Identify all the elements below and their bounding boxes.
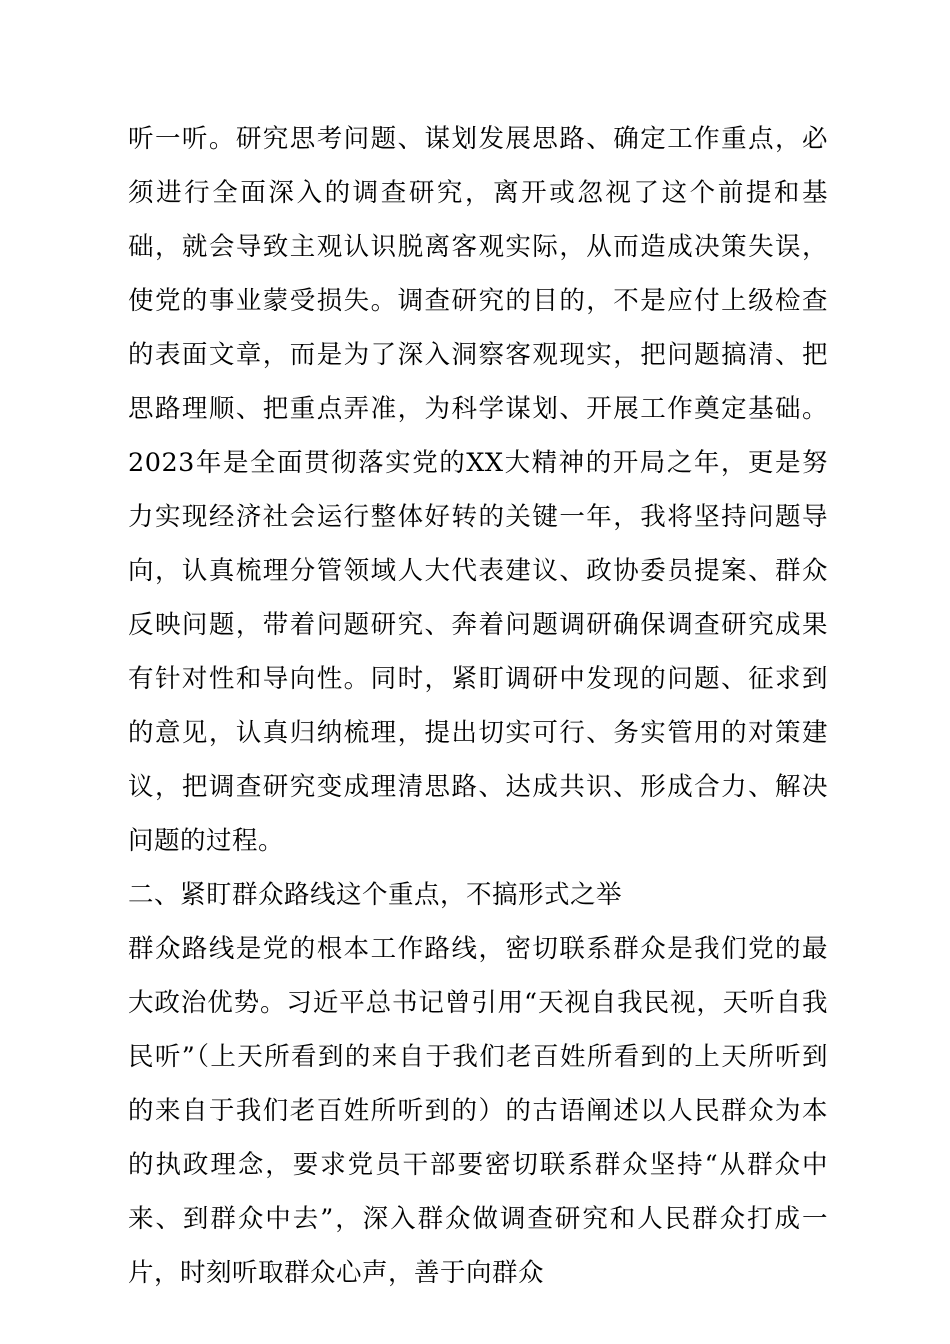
document-body bbox=[128, 112, 828, 1300]
paragraph-2: 群众路线是党的根本工作路线，密切联系群众是我们党的最大政治优势。习近平总书记曾引用“天视自我民视，天听自我民听”（上天所看到的来自于我们老百姓所看到的上天所听到的来自于我们老百姓所听到的）的古语阐述以人民群众为本的执政理念，要求党员干部要密切联系群众坚持“从群众中来、到群众中去”，深入群众做调查研究和人民群众打成一片，时刻听取群众心声，善于向群众 bbox=[128, 934, 828, 1288]
section-heading-2: 二、紧盯群众路线这个重点，不搞形式之举 bbox=[128, 880, 623, 910]
paragraph-1: 听一听。研究思考问题、谋划发展思路、确定工作重点，必须进行全面深入的调查研究，离开或忽视了这个前提和基础，就会导致主观认识脱离客观实际，从而造成决策失误，使党的事业蒙受损失。调查研究的目的，不是应付上级检查的表面文章，而是为了深入洞察客观现实，把问题搞清、把思路理顺、把重点弄准，为科学谋划、开展工作奠定基础。2023年是全面贯彻落实党的XX大精神的开局之年，更是努力实现经济社会运行整体好转的关键一年，我将坚持问题导向，认真梳理分管领域人大代表建议、政协委员提案、群众反映问题，带着问题研究、奔着问题调研确保调查研究成果有针对性和导向性。同时，紧盯调研中发现的问题、征求到的意见，认真归纳梳理，提出切实可行、务实管用的对策建议，把调查研究变成理清思路、达成共识、形成合力、解决问题的过程。 bbox=[128, 124, 828, 856]
